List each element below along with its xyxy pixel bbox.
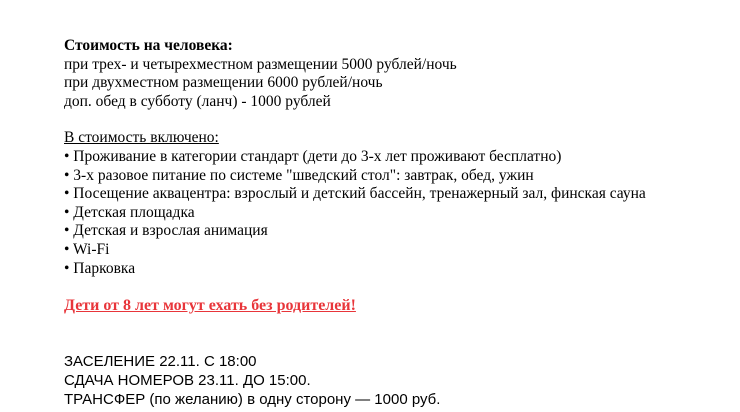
spacer <box>64 278 724 296</box>
pricing-line: при трех- и четырехместном размещении 5000 рублей/ночь <box>64 55 457 73</box>
pricing-heading: Стоимость на человека: <box>64 37 233 54</box>
included-item: • Wi-Fi <box>64 240 110 258</box>
included-item: • Детская и взрослая анимация <box>64 222 268 240</box>
checkout-line: СДАЧА НОМЕРОВ 23.11. ДО 15:00. <box>64 372 311 390</box>
schedule-section <box>64 352 724 409</box>
checkin-line: ЗАСЕЛЕНИЕ 22.11. С 18:00 <box>64 353 257 371</box>
document-body <box>64 37 724 409</box>
transfer-line: ТРАНСФЕР (по желанию) в одну сторону — 1000 руб. <box>64 391 441 409</box>
included-item: • 3-х разовое питание по системе "шведский стол": завтрак, обед, ужин <box>64 166 534 184</box>
included-item: • Проживание в категории стандарт (дети до 3-х лет проживают бесплатно) <box>64 147 562 165</box>
included-heading: В стоимость включено: <box>64 129 219 147</box>
pricing-line: при двухместном размещении 6000 рублей/ночь <box>64 74 383 92</box>
pricing-line: доп. обед в субботу (ланч) - 1000 рублей <box>64 92 331 110</box>
included-section <box>64 129 724 278</box>
pricing-section <box>64 37 724 111</box>
included-item: • Посещение аквацентра: взрослый и детский бассейн, тренажерный зал, финская сауна <box>64 185 646 203</box>
spacer <box>64 111 724 129</box>
included-item: • Парковка <box>64 259 136 277</box>
included-item: • Детская площадка <box>64 203 195 221</box>
spacer <box>64 316 724 352</box>
children-note: Дети от 8 лет могут ехать без родителей! <box>64 297 356 315</box>
